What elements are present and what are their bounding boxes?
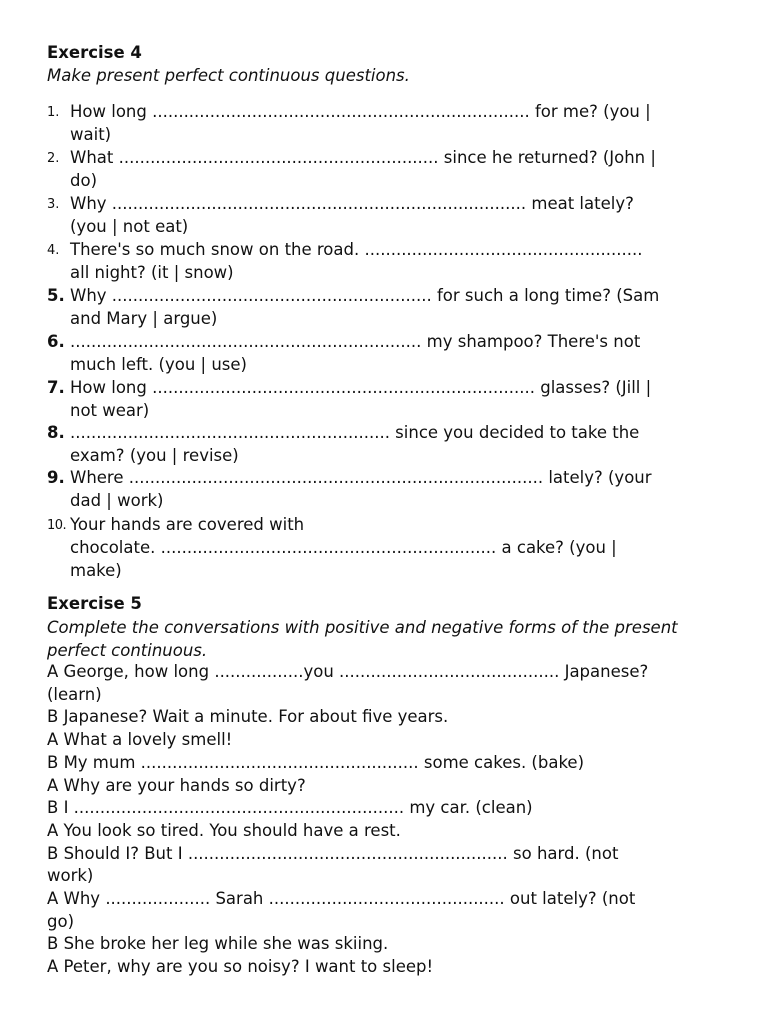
question-number: 1.: [47, 105, 60, 120]
question-text: ................................................................... my shampoo? There's not much left. (you | use): [70, 332, 641, 374]
exercise5-instruction: Complete the conversations with positive and negative forms of the present perfect continuous.: [47, 618, 678, 660]
conversation-line: A Peter, why are you so noisy? I want to sleep!: [47, 957, 434, 977]
question-item: [0, 466, 768, 512]
question-item: [0, 284, 768, 330]
question-text: How long ......................................................................... glasses? (Jill | not wear): [70, 378, 652, 420]
conversation-line: B Japanese? Wait a minute. For about five years.: [47, 707, 449, 727]
conversation-line: B She broke her leg while she was skiing.: [47, 934, 389, 954]
question-item: [0, 376, 768, 422]
question-text: How long ........................................................................ for me? (you | wait): [70, 102, 651, 144]
question-item: [0, 421, 768, 467]
question-number: 4.: [47, 243, 60, 258]
question-number: 8.: [47, 423, 65, 442]
question-text: Why ............................................................. for such a long time? (Sam and Mary | argue): [70, 286, 660, 328]
question-number: 3.: [47, 197, 60, 212]
question-item: [0, 192, 768, 238]
question-number: 5.: [47, 286, 65, 305]
question-number: 9.: [47, 468, 65, 487]
conversation-line: A You look so tired. You should have a rest.: [47, 820, 401, 840]
question-number: 2.: [47, 151, 60, 166]
question-item: [0, 146, 768, 192]
question-number: 7.: [47, 378, 65, 397]
question-text: Your hands are covered with chocolate. ................................................................ a cake? (you | make): [70, 515, 617, 580]
question-number: 6.: [47, 332, 65, 351]
question-text: Where ............................................................................... lately? (your dad | work): [70, 468, 652, 510]
question-item: [0, 100, 768, 146]
question-text: Why ............................................................................... meat lately? (you | not eat): [70, 194, 634, 236]
conversation-line: B My mum ..................................................... some cakes. (bake): [47, 752, 585, 772]
exercise5-conversation: [47, 661, 727, 979]
conversation-line: B I ............................................................... my car. (clean): [47, 798, 533, 818]
exercise5-title: Exercise 5: [47, 594, 142, 613]
question-text: There's so much snow on the road. ..................................................... all night? (it | snow): [70, 240, 643, 282]
question-number: 10.: [47, 518, 67, 533]
conversation-line: A What a lovely smell!: [47, 730, 233, 750]
question-text: What ............................................................. since he returned? (John | do): [70, 148, 656, 190]
question-text: ............................................................. since you decided to take the exam? (you | revise): [70, 423, 640, 465]
conversation-line: B Should I? But I ............................................................. so hard. (not work): [47, 843, 619, 886]
conversation-line: A George, how long .................you .......................................... Japanese? (learn): [47, 662, 649, 704]
conversation-line: A Why are your hands so dirty?: [47, 775, 306, 795]
question-item: [0, 330, 768, 376]
exercise4-instruction: Make present perfect continuous questions.: [47, 66, 410, 85]
question-item: [0, 513, 768, 582]
question-item: [0, 238, 768, 284]
exercise4-title: Exercise 4: [47, 43, 142, 62]
conversation-line: A Why .................... Sarah ............................................. out lately? (not go): [47, 889, 636, 931]
